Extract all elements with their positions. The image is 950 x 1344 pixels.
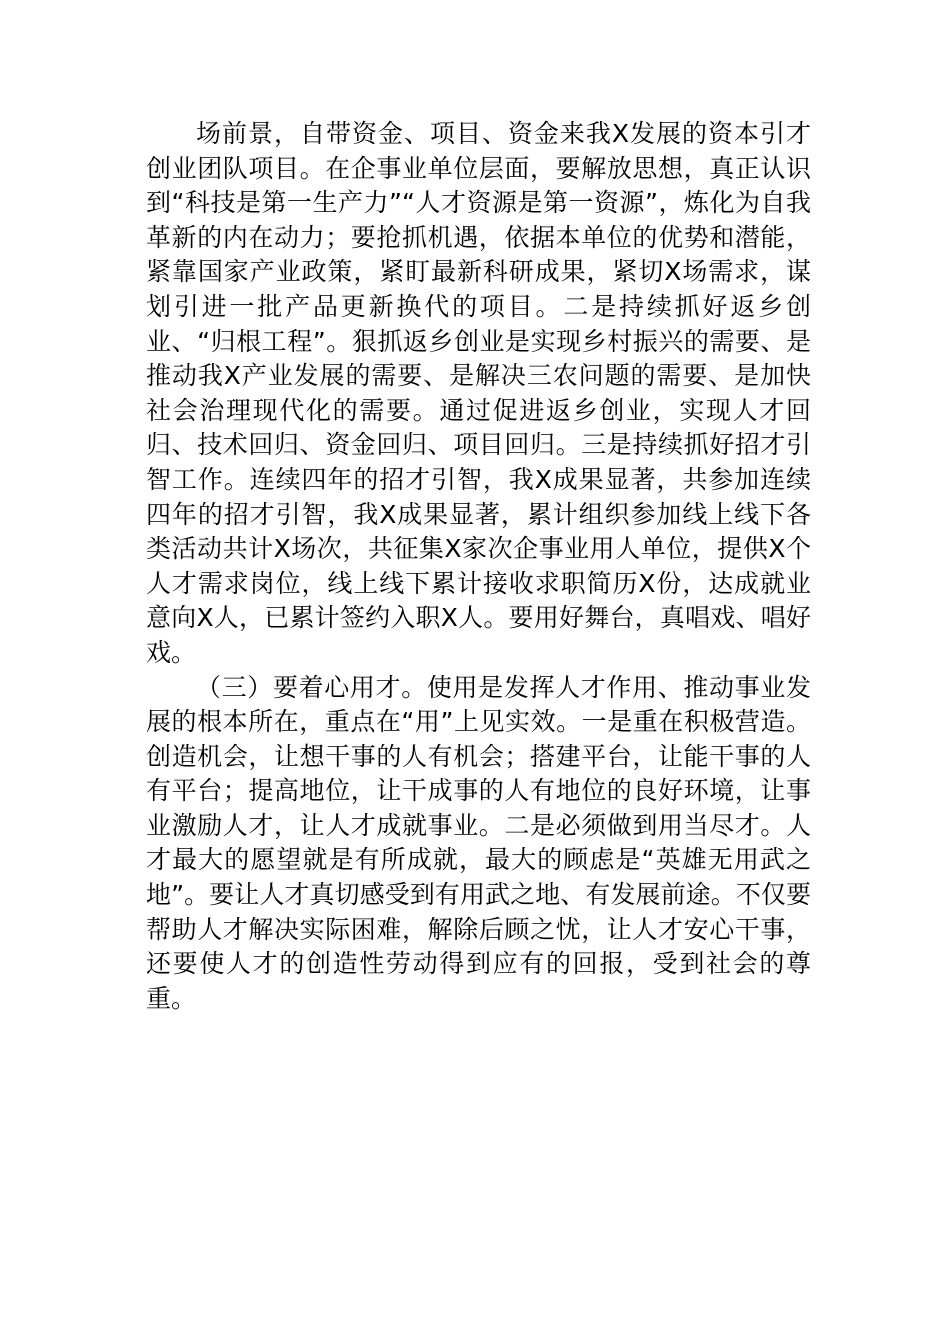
paragraph-talent-introduction: 场前景，自带资金、项目、资金来我X发展的资本引才创业团队项目。在企事业单位层面，要解放思想，真正认识到“科技是第一生产力”“人才资源是第一资源”，炼化为自我革新的内在动力；要抢抓机遇，依据本单位的优势和潜能，紧靠国家产业政策，紧盯最新科研成果，紧切X场需求，谋划引进一批产品更新换代的项目。二是持续抓好返乡创业、“归根工程”。狠抓返乡创业是实现乡村振兴的需要、是推动我X产业发展的需要、是解决三农问题的需要、是加快社会治理现代化的需要。通过促进返乡创业，实现人才回归、技术回归、资金回归、项目回归。三是持续抓好招才引智工作。连续四年的招才引智，我X成果显著，共参加连续四年的招才引智，我X成果显著，累计组织参加线上线下各类活动共计X场次，共征集X家次企事业用人单位，提供X个人才需求岗位，线上线下累计接收求职简历X份，达成就业意向X人，已累计签约入职X人。要用好舞台，真唱戏、唱好戏。 bbox=[146, 119, 811, 667]
document-body bbox=[146, 117, 811, 1016]
paragraph-talent-utilization: （三）要着心用才。使用是发挥人才作用、推动事业发展的根本所在，重点在“用”上见实效。一是重在积极营造。创造机会，让想干事的人有机会；搭建平台，让能干事的人有平台；提高地位，让干成事的人有地位的良好环境，让事业激励人才，让人才成就事业。二是必须做到用当尽才。人才最大的愿望就是有所成就，最大的顾虑是“英雄无用武之地”。要让人才真切感受到有用武之地、有发展前途。不仅要帮助人才解决实际困难，解除后顾之忧，让人才安心干事，还要使人才的创造性劳动得到应有的回报，受到社会的尊重。 bbox=[146, 672, 811, 1013]
